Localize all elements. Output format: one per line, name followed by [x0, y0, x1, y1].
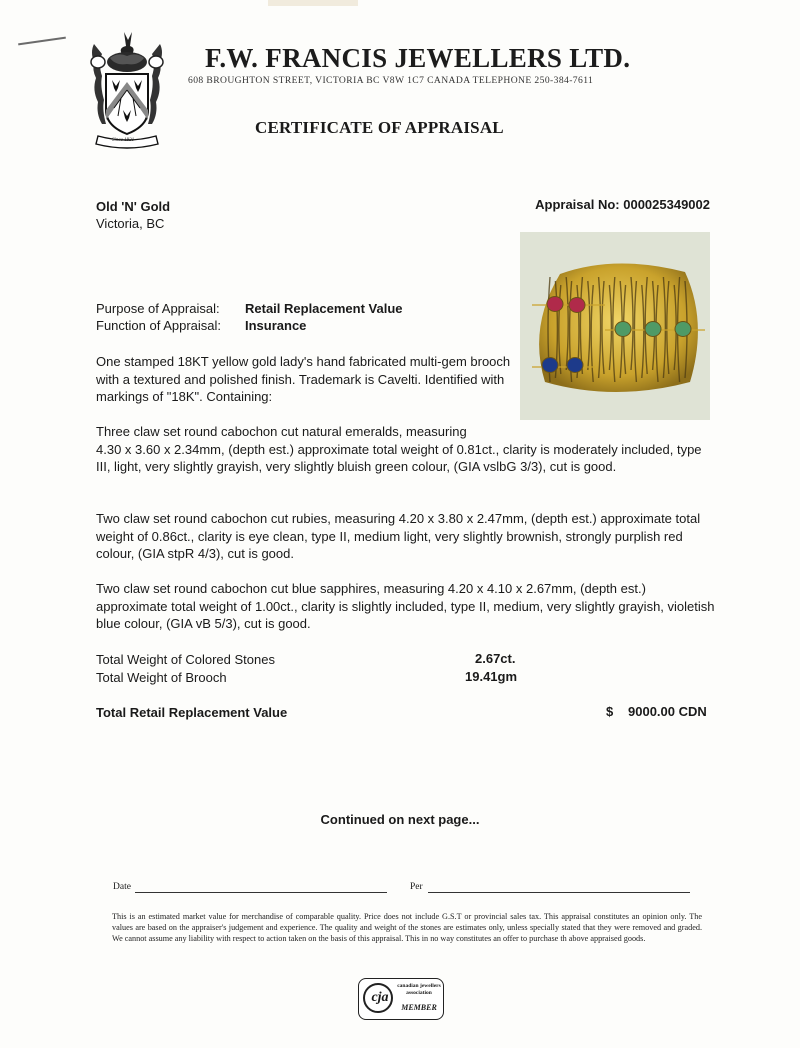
cja-member-badge	[358, 978, 444, 1020]
client-location: Victoria, BC	[96, 216, 165, 231]
function-value: Insurance	[245, 318, 307, 333]
total-value-amount: 9000.00 CDN	[628, 704, 707, 719]
total-stones-value: 2.67ct.	[475, 651, 516, 666]
continued-note: Continued on next page...	[320, 812, 480, 827]
document-title: CERTIFICATE OF APPRAISAL	[255, 118, 504, 137]
item-description: One stamped 18KT yellow gold lady's hand fabricated multi-gem brooch with a textured and polished finish. Trademark is Cavelti. Identified with markings of "18K". Containing:	[96, 354, 511, 404]
function-label: Function of Appraisal:	[96, 318, 222, 333]
cja-association-text: canadian jewellers association	[397, 983, 441, 996]
gemstone	[645, 322, 661, 337]
crest-motto: Since 1921	[112, 138, 135, 143]
date-label: Date	[113, 882, 131, 892]
total-value-label: Total Retail Replacement Value	[96, 705, 288, 720]
cja-logo: cja	[371, 990, 389, 1005]
total-brooch-label: Total Weight of Brooch	[96, 670, 227, 685]
gemstone	[615, 322, 631, 337]
stone-sapphires: Two claw set round cabochon cut blue sapphires, measuring 4.20 x 4.10 x 2.67mm, (depth est.) approximate total weight of 1.00ct., clarity is slightly included, type II, medium, very slightly grayish, violetish blue colour, (GIA vB 5/3), cut is good.	[96, 581, 715, 631]
gemstone	[569, 298, 585, 313]
date-line	[135, 892, 387, 893]
purpose-label: Purpose of Appraisal:	[96, 301, 220, 316]
purpose-value: Retail Replacement Value	[245, 301, 403, 316]
company-address: 608 BROUGHTON STREET, VICTORIA BC V8W 1C7 CANADA TELEPHONE 250-384-7611	[188, 75, 594, 86]
cja-logo-circle	[363, 983, 393, 1013]
disclaimer: This is an estimated market value for merchandise of comparable quality. Price does not include G.S.T or provincial sales tax. This appraisal constitutes an opinion only. The values are based on the appraiser's judgement and experience. The quality and weight of the stones are estimates only, unless specially stated that they were removed and graded. We cannot assume any liability with respect to action taken on the basis of this appraisal. This in no way constitutes an offer to purchase th above appraised goods.	[112, 912, 702, 943]
per-label: Per	[410, 882, 423, 892]
total-brooch-value: 19.41gm	[465, 669, 518, 684]
total-value-currency: $	[606, 704, 614, 719]
gemstone	[542, 358, 558, 373]
stone-emeralds-details: 4.30 x 3.60 x 2.34mm, (depth est.) approximate total weight of 0.81ct., clarity is moderately included, type III, light, very slightly grayish, very slightly bluish green colour, (GIA vslbG 3/3), cut is good.	[96, 441, 702, 474]
brooch-photo	[520, 232, 710, 420]
gemstone	[567, 358, 583, 373]
appraisal-number: Appraisal No: 000025349002	[535, 197, 710, 212]
gemstone	[675, 322, 691, 337]
scan-smudge	[268, 0, 358, 6]
pen-mark	[18, 37, 66, 46]
cja-member-text: MEMBER	[401, 1003, 437, 1012]
per-line	[428, 892, 690, 893]
stone-emeralds	[96, 423, 716, 476]
client-name: Old 'N' Gold	[96, 199, 171, 214]
company-crest-logo	[88, 30, 166, 152]
company-name: F.W. FRANCIS JEWELLERS LTD.	[205, 43, 631, 73]
stone-rubies: Two claw set round cabochon cut rubies, measuring 4.20 x 3.80 x 2.47mm, (depth est.) approximate total weight of 0.86ct., clarity is eye clean, type II, medium light, very slightly brownish, strongly purplish red colour, (GIA stpR 4/3), cut is good.	[96, 511, 701, 561]
gemstone	[547, 297, 563, 312]
total-stones-label: Total Weight of Colored Stones	[96, 652, 275, 667]
stone-emeralds-line1: Three claw set round cabochon cut natural emeralds, measuring	[96, 424, 467, 439]
